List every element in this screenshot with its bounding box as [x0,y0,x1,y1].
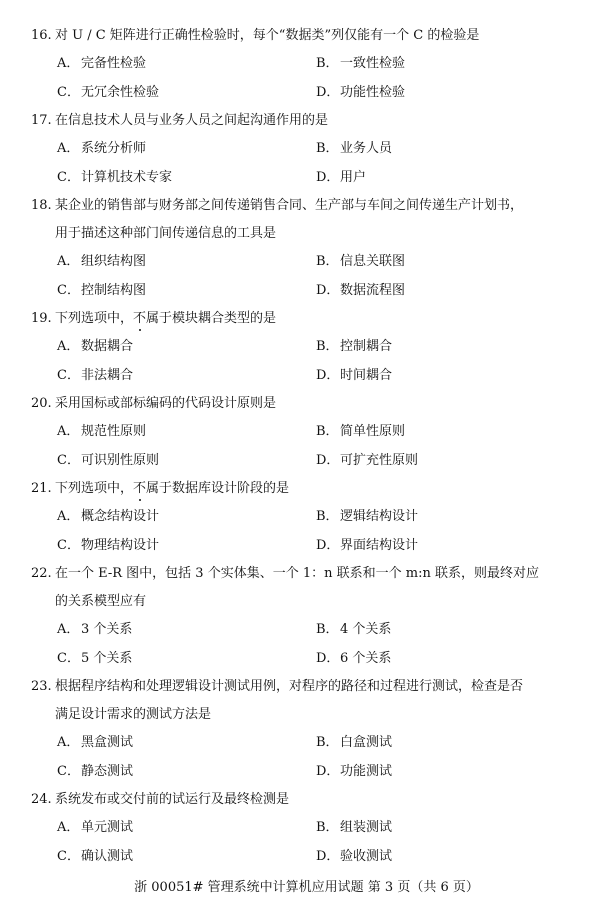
question-stem: 20. 采用国标或部标编码的代码设计原则是 [31,396,277,411]
question-stem: 19. 下列选项中，不属于模块耦合类型的是 [31,311,277,326]
question-stem-continued: 用于描述这种部门间传递信息的工具是 [55,226,277,241]
option-c: C．非法耦合 [57,368,134,383]
emphasis-mark: 不 [133,481,147,496]
option-a: A． 完备性检验 [57,56,147,71]
option-b: B．4 个关系 [316,622,392,637]
emphasis-mark: 不 [133,311,147,326]
option-a: A． 规范性原则 [57,424,147,439]
question-stem: 22. 在一个 E-R 图中，包括 3 个实体集、一个 1：n 联系和一个 m:n 联系，则最终对应 [31,566,539,581]
option-a: A． 系统分析师 [57,141,147,156]
option-a: A． 概念结构设计 [57,509,160,524]
option-b: B．一致性检验 [316,56,406,71]
option-d: D．验收测试 [316,849,393,864]
option-d: D．可扩充性原则 [316,453,419,468]
option-a: A． 组织结构图 [57,254,147,269]
option-c: C．静态测试 [57,764,134,779]
question-stem-continued: 满足设计需求的测试方法是 [55,707,212,722]
option-d: D．时间耦合 [316,368,393,383]
option-d: D．功能测试 [316,764,393,779]
option-a: A． 数据耦合 [57,339,134,354]
option-d: D．数据流程图 [316,283,406,298]
option-c: C．计算机技术专家 [57,170,173,185]
question-stem: 17. 在信息技术人员与业务人员之间起沟通作用的是 [31,113,329,128]
option-b: B．白盒测试 [316,735,393,750]
option-b: B．简单性原则 [316,424,406,439]
option-c: C．控制结构图 [57,283,147,298]
question-stem: 24. 系统发布或交付前的试运行及最终检测是 [31,792,290,807]
option-c: C．5 个关系 [57,651,133,666]
option-c: C．物理结构设计 [57,538,160,553]
page-footer: 浙 00051# 管理系统中计算机应用试题 第 3 页（共 6 页） [134,880,479,895]
option-d: D．功能性检验 [316,85,406,100]
option-b: B．信息关联图 [316,254,406,269]
question-stem: 21. 下列选项中，不属于数据库设计阶段的是 [31,481,290,496]
question-stem-continued: 的关系模型应有 [55,594,147,609]
option-b: B．组装测试 [316,820,393,835]
option-b: B．业务人员 [316,141,393,156]
option-a: A． 3 个关系 [57,622,133,637]
option-c: C．确认测试 [57,849,134,864]
question-stem: 18. 某企业的销售部与财务部之间传递销售合同、生产部与车间之间传递生产计划书， [31,198,524,213]
option-c: C．无冗余性检验 [57,85,160,100]
option-a: A． 黑盒测试 [57,735,134,750]
option-a: A． 单元测试 [57,820,134,835]
option-b: B．控制耦合 [316,339,393,354]
option-c: C．可识别性原则 [57,453,160,468]
option-b: B．逻辑结构设计 [316,509,419,524]
option-d: D．用户 [316,170,367,185]
option-d: D．界面结构设计 [316,538,419,553]
question-stem: 23. 根据程序结构和处理逻辑设计测试用例，对程序的路径和过程进行测试，检查是否 [31,679,524,694]
option-d: D．6 个关系 [316,651,392,666]
question-stem: 16. 对 U / C 矩阵进行正确性检验时，每个“数据类”列仅能有一个 C 的检验是 [31,28,480,43]
